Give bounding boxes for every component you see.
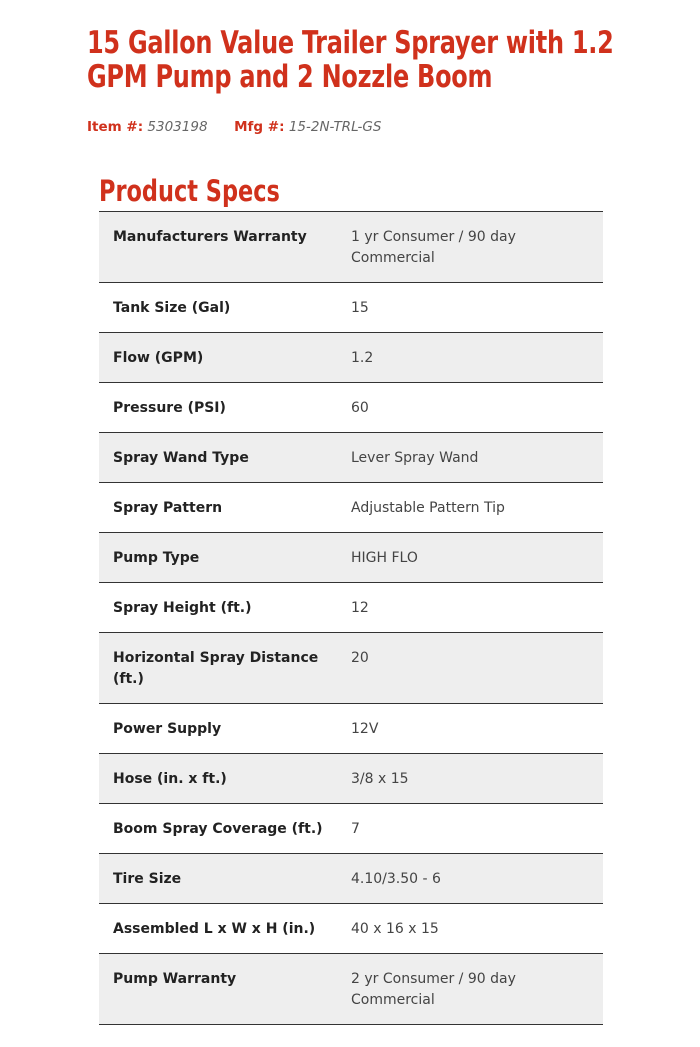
spec-value: 20 [337, 633, 603, 704]
spec-row-spray-pattern [99, 483, 603, 533]
mfg-number-label: Mfg #: [234, 119, 285, 135]
spec-row-tire-size [99, 854, 603, 904]
spec-value: HIGH FLO [337, 533, 603, 583]
spec-value: Lever Spray Wand [337, 433, 603, 483]
product-title [87, 25, 614, 95]
spec-value: 40 x 16 x 15 [337, 904, 603, 954]
spec-value: Adjustable Pattern Tip [337, 483, 603, 533]
spec-label: Spray Wand Type [99, 433, 337, 483]
spec-row-pressure [99, 383, 603, 433]
item-number-value: 5303198 [147, 119, 208, 135]
spec-value: 12 [337, 583, 603, 633]
spec-value: 3/8 x 15 [337, 754, 603, 804]
mfg-number-value: 15-2N-TRL-GS [288, 119, 382, 135]
spec-label: Pump Warranty [99, 954, 337, 1025]
spec-label: Spray Height (ft.) [99, 583, 337, 633]
spec-label: Tire Size [99, 854, 337, 904]
spec-row-spray-wand-type [99, 433, 603, 483]
spec-row-flow [99, 333, 603, 383]
spec-value: 7 [337, 804, 603, 854]
spec-label: Pump Type [99, 533, 337, 583]
spec-row-tank-size [99, 283, 603, 333]
product-specs-table [99, 211, 603, 1025]
spec-value: 4.10/3.50 - 6 [337, 854, 603, 904]
spec-row-boom-spray-coverage [99, 804, 603, 854]
spec-label: Assembled L x W x H (in.) [99, 904, 337, 954]
spec-label: Horizontal Spray Distance (ft.) [99, 633, 337, 704]
spec-value: 60 [337, 383, 603, 433]
spec-label: Tank Size (Gal) [99, 283, 337, 333]
spec-value: 1 yr Consumer / 90 day Commercial [337, 212, 603, 283]
spec-row-assembled-dimensions [99, 904, 603, 954]
product-specs-heading: Product Specs [99, 174, 280, 208]
spec-label: Pressure (PSI) [99, 383, 337, 433]
spec-value: 12V [337, 704, 603, 754]
spec-row-pump-type [99, 533, 603, 583]
spec-row-manufacturers-warranty [99, 212, 603, 283]
item-number-label: Item #: [87, 119, 144, 135]
product-title-line-1: 15 Gallon Value Trailer Sprayer with 1.2 [87, 25, 614, 61]
spec-row-hose [99, 754, 603, 804]
spec-label: Manufacturers Warranty [99, 212, 337, 283]
spec-row-pump-warranty [99, 954, 603, 1025]
spec-label: Power Supply [99, 704, 337, 754]
spec-row-power-supply [99, 704, 603, 754]
spec-label: Boom Spray Coverage (ft.) [99, 804, 337, 854]
spec-value: 15 [337, 283, 603, 333]
spec-label: Spray Pattern [99, 483, 337, 533]
spec-value: 1.2 [337, 333, 603, 383]
spec-value: 2 yr Consumer / 90 day Commercial [337, 954, 603, 1025]
spec-row-spray-height [99, 583, 603, 633]
spec-label: Flow (GPM) [99, 333, 337, 383]
spec-row-horizontal-spray-distance [99, 633, 603, 704]
product-title-line-2: GPM Pump and 2 Nozzle Boom [87, 59, 493, 95]
spec-label: Hose (in. x ft.) [99, 754, 337, 804]
item-meta [87, 118, 381, 136]
